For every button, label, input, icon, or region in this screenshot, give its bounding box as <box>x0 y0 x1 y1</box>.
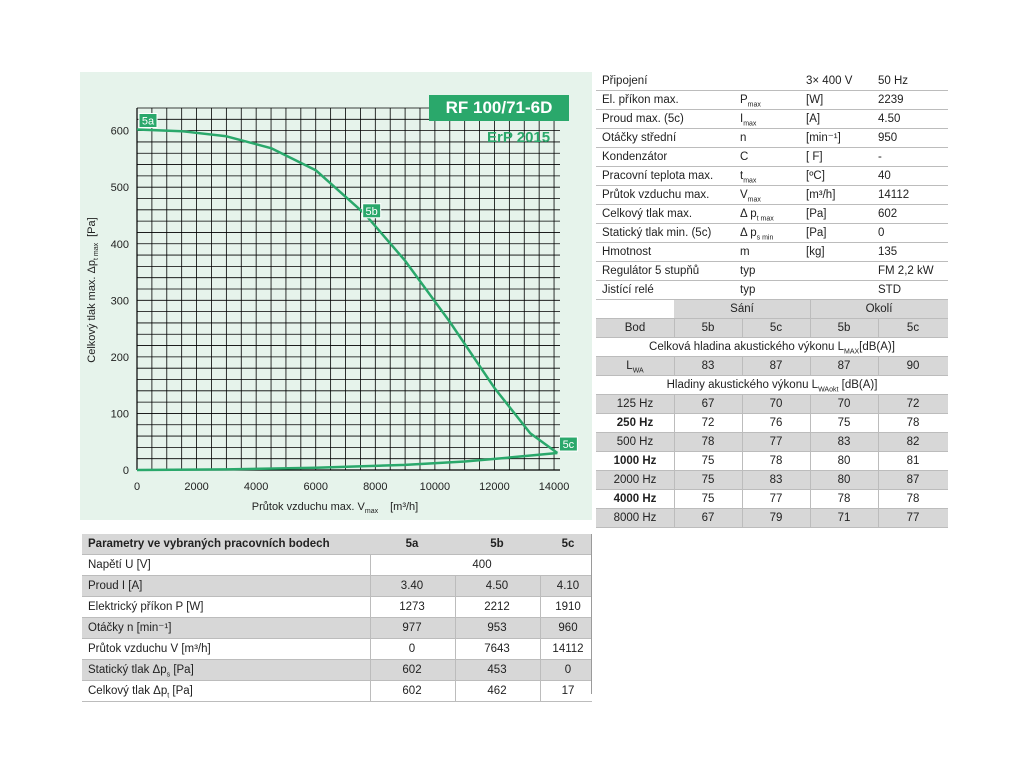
y-tick-label: 400 <box>110 238 129 251</box>
label-sub: t <box>167 692 170 700</box>
point-label-5b: 5b <box>365 205 378 218</box>
spec-name: Pracovní teplota max. <box>602 170 714 182</box>
band-cell: 78 <box>906 417 920 429</box>
band-cell: 72 <box>701 417 715 429</box>
band-cell: 77 <box>769 493 783 505</box>
params-header-label: Parametry ve vybraných pracovních bodech <box>88 538 330 550</box>
y-tick-label: 300 <box>110 295 129 308</box>
divider <box>455 639 456 659</box>
params-cell-5a: 602 <box>402 664 422 676</box>
divider <box>742 490 743 508</box>
divider <box>370 576 371 596</box>
spec-value: 4.50 <box>878 113 901 125</box>
divider <box>455 660 456 680</box>
divider <box>674 395 675 413</box>
params-row-label: Elektrický příkon P [W] <box>88 601 204 613</box>
params-table-edge <box>591 534 592 694</box>
spec-symbol: m <box>740 246 750 258</box>
divider <box>878 433 879 451</box>
divider <box>674 490 675 508</box>
params-header-row <box>82 534 592 555</box>
band-cell: 76 <box>769 417 783 429</box>
params-cell-5b: 4.50 <box>485 580 509 592</box>
caption-sub: MAX <box>844 348 860 356</box>
params-cell-5a: 977 <box>402 622 422 634</box>
params-cell-5c: 960 <box>558 622 578 634</box>
band-row <box>596 471 948 490</box>
divider <box>878 319 879 337</box>
bod-label: Bod <box>624 322 646 334</box>
params-row <box>82 681 592 702</box>
spec-row <box>596 243 948 262</box>
params-cell-5c: 14112 <box>552 643 584 655</box>
divider <box>810 509 811 527</box>
spec-value: 50 Hz <box>878 75 909 87</box>
acoustic-bod-row <box>596 319 948 338</box>
band-row <box>596 490 948 509</box>
band-cell: 77 <box>769 436 783 448</box>
spec-symbol-sub: max <box>743 177 757 185</box>
acoustic-table <box>596 300 948 528</box>
spec-name: Regulátor 5 stupňů <box>602 265 700 277</box>
band-cell: 80 <box>837 455 851 467</box>
band-cell: 82 <box>906 436 920 448</box>
lwa-cell: 90 <box>906 360 920 372</box>
group-header-suction: Sání <box>730 303 754 315</box>
divider <box>370 660 371 680</box>
spec-symbol-sub: max <box>743 120 757 128</box>
band-frequency: 4000 Hz <box>613 493 657 505</box>
spec-value: STD <box>878 284 901 296</box>
divider <box>540 660 541 680</box>
band-cell: 78 <box>906 493 920 505</box>
x-tick-label: 4000 <box>243 481 269 493</box>
spec-unit: 3× 400 V <box>806 75 853 87</box>
band-cell: 70 <box>837 398 851 410</box>
x-tick-label: 10000 <box>419 481 451 493</box>
x-tick-label: 12000 <box>479 481 510 493</box>
spec-unit: [kg] <box>806 246 825 258</box>
spec-row <box>596 186 948 205</box>
band-row <box>596 395 948 414</box>
spec-value: FM 2,2 kW <box>878 265 934 277</box>
divider <box>674 357 675 375</box>
spec-symbol: n <box>740 132 747 144</box>
divider <box>878 509 879 527</box>
band-row <box>596 414 948 433</box>
spec-name: Jistící relé <box>602 284 654 296</box>
params-row <box>82 618 592 639</box>
lwa-cell: 83 <box>701 360 715 372</box>
params-cell-5c: 17 <box>561 685 575 697</box>
band-frequency: 250 Hz <box>616 417 654 429</box>
spec-name: Připojení <box>602 75 648 87</box>
chart-title-badge: RF 100/71-6D <box>429 95 569 121</box>
divider <box>742 414 743 432</box>
spec-name: Průtok vzduchu max. <box>602 189 710 201</box>
params-row-label: Statický tlak $\Delta p_s$ [Pa] <box>88 664 194 679</box>
divider <box>540 618 541 638</box>
x-tick-label: 0 <box>133 481 141 493</box>
spec-name: Hmotnost <box>602 246 652 258</box>
band-cell: 67 <box>701 512 715 524</box>
lwa-label: $L_{WA}$ <box>626 360 644 375</box>
spec-value: 40 <box>878 170 891 182</box>
params-cell-5b: 453 <box>487 664 507 676</box>
divider <box>742 395 743 413</box>
params-row-label: Proud I [A] <box>88 580 143 592</box>
band-frequency: 1000 Hz <box>613 455 657 467</box>
params-row <box>82 660 592 681</box>
x-axis-label: Průtok vzduchu max. $V_{max}$ [m³/h] <box>251 501 419 515</box>
divider <box>674 414 675 432</box>
divider <box>810 395 811 413</box>
spec-value: - <box>878 151 882 163</box>
divider <box>540 576 541 596</box>
params-cell-5b: 462 <box>487 685 507 697</box>
band-frequency: 125 Hz <box>616 398 654 410</box>
divider <box>370 639 371 659</box>
divider <box>370 618 371 638</box>
spec-unit: [W] <box>806 94 824 106</box>
spec-table <box>596 72 948 300</box>
chart-subtitle: ErP 2015 <box>487 129 551 146</box>
spec-row <box>596 167 948 186</box>
x-tick-label: 14000 <box>538 481 570 493</box>
divider <box>878 414 879 432</box>
lwa-cell: 87 <box>769 360 783 372</box>
spec-row <box>596 110 948 129</box>
band-frequency: 500 Hz <box>616 436 654 448</box>
spec-symbol-sub: max <box>747 196 761 204</box>
divider <box>878 471 879 489</box>
bod-cell: 5b <box>701 322 715 334</box>
params-cell-5a: 3.40 <box>400 580 424 592</box>
spec-symbol: $I_{max}$ <box>740 113 757 128</box>
spec-row <box>596 224 948 243</box>
divider <box>878 357 879 375</box>
divider <box>674 452 675 470</box>
x-tick-label: 6000 <box>303 481 328 493</box>
band-cell: 79 <box>769 512 783 524</box>
divider <box>810 357 811 375</box>
divider <box>674 509 675 527</box>
spec-row <box>596 72 948 91</box>
total-level-caption-text: Celková hladina akustického výkonu $L_{MAX}[dB(A)]$ <box>649 341 895 356</box>
params-row <box>82 639 592 660</box>
divider <box>370 681 371 701</box>
band-cell: 87 <box>906 474 920 486</box>
spec-symbol: $V_{max}$ <box>740 189 761 204</box>
divider <box>810 433 811 451</box>
point-label-5c: 5c <box>562 439 575 452</box>
divider <box>810 471 811 489</box>
label-sub: s <box>166 671 171 679</box>
params-cell-5c: 0 <box>564 664 572 676</box>
group-header-ambient: Okolí <box>865 303 893 315</box>
point-label-5a: 5a <box>141 115 155 128</box>
params-merged-cell: 400 <box>472 559 492 571</box>
params-cell-5c: 1910 <box>555 601 581 613</box>
spec-symbol: Δ $p_{s min}$ <box>740 227 774 242</box>
divider <box>878 452 879 470</box>
params-header-5c: 5c <box>561 538 575 550</box>
divider <box>540 681 541 701</box>
band-level-caption <box>596 376 948 395</box>
y-tick-label: 200 <box>110 351 129 364</box>
params-row-label: Otáčky n [min⁻¹] <box>88 622 172 634</box>
band-cell: 78 <box>701 436 715 448</box>
params-row <box>82 555 592 576</box>
params-cell-5c: 4.10 <box>556 580 580 592</box>
spec-row <box>596 91 948 110</box>
params-cell-5b: 953 <box>487 622 507 634</box>
spec-unit: [ºC] <box>806 170 825 182</box>
band-cell: 78 <box>769 455 783 467</box>
divider <box>742 509 743 527</box>
params-cell-5a: 1273 <box>399 601 425 613</box>
params-cell-5a: 602 <box>402 685 422 697</box>
params-header-5b: 5b <box>490 538 504 550</box>
spec-row <box>596 205 948 224</box>
spec-symbol: C <box>740 151 749 163</box>
y-tick-label: 600 <box>110 125 129 138</box>
spec-value: 2239 <box>878 94 904 106</box>
divider <box>370 597 371 617</box>
params-header-5a: 5a <box>405 538 419 550</box>
spec-unit: [Pa] <box>806 208 827 220</box>
band-cell: 77 <box>906 512 920 524</box>
spec-name: Kondenzátor <box>602 151 668 163</box>
divider <box>742 471 743 489</box>
band-cell: 75 <box>837 417 851 429</box>
spec-symbol: typ <box>740 284 756 296</box>
spec-name: Statický tlak min. (5c) <box>602 227 712 239</box>
caption-sub: WAokt <box>818 386 839 394</box>
band-frequency: 2000 Hz <box>613 474 657 486</box>
spec-symbol-sub: max <box>747 101 761 109</box>
divider <box>878 395 879 413</box>
divider <box>674 471 675 489</box>
divider <box>674 433 675 451</box>
spec-symbol: Δ $p_{t max}$ <box>740 208 774 223</box>
band-row <box>596 452 948 471</box>
divider <box>742 452 743 470</box>
divider <box>455 681 456 701</box>
band-cell: 75 <box>701 474 715 486</box>
x-tick-label: 8000 <box>363 481 388 493</box>
divider <box>810 319 811 337</box>
divider <box>810 300 811 318</box>
spec-name: Proud max. (5c) <box>602 113 684 125</box>
spec-row <box>596 281 948 300</box>
x-tick-label: 2000 <box>184 481 209 493</box>
band-cell: 75 <box>701 493 715 505</box>
band-cell: 75 <box>701 455 715 467</box>
spec-value: 14112 <box>878 189 910 201</box>
y-tick-label: 0 <box>122 465 129 477</box>
bod-cell: 5c <box>769 322 783 334</box>
divider <box>455 597 456 617</box>
spec-symbol-sub: t max <box>756 215 774 223</box>
spec-value: 0 <box>878 227 885 239</box>
chart-grid <box>137 108 560 470</box>
spec-value: 135 <box>878 246 898 258</box>
spec-name: Celkový tlak max. <box>602 208 693 220</box>
spec-unit: [m³/h] <box>806 189 836 201</box>
band-cell: 78 <box>837 493 851 505</box>
divider <box>878 490 879 508</box>
params-row-label: Průtok vzduchu V [m³/h] <box>88 643 211 655</box>
bod-cell: 5b <box>837 322 851 334</box>
spec-unit: [min⁻¹] <box>806 132 841 144</box>
divider <box>674 319 675 337</box>
params-cell-5b: 2212 <box>484 601 510 613</box>
spec-value: 950 <box>878 132 898 144</box>
band-cell: 70 <box>769 398 783 410</box>
spec-row <box>596 129 948 148</box>
params-table <box>82 534 592 702</box>
band-frequency: 8000 Hz <box>613 512 657 524</box>
spec-symbol: typ <box>740 265 756 277</box>
divider <box>810 452 811 470</box>
lwa-sub: WA <box>632 367 644 375</box>
spec-unit: [ F] <box>806 151 823 163</box>
lwa-row <box>596 357 948 376</box>
band-cell: 67 <box>701 398 715 410</box>
band-cell: 72 <box>906 398 920 410</box>
divider <box>540 597 541 617</box>
y-tick-label: 500 <box>110 182 129 195</box>
params-cell-5a: 0 <box>408 643 416 655</box>
params-row <box>82 576 592 597</box>
divider <box>455 576 456 596</box>
spec-symbol: $t_{max}$ <box>740 170 757 185</box>
spec-name: Otáčky střední <box>602 132 677 144</box>
params-cell-5b: 7643 <box>484 643 510 655</box>
divider <box>370 555 371 575</box>
params-row-label: Celkový tlak $\Delta p_t$ [Pa] <box>88 685 193 700</box>
spec-row <box>596 262 948 281</box>
divider <box>455 618 456 638</box>
band-level-caption-text: Hladiny akustického výkonu $L_{WAokt}$ [dB(A)] <box>666 379 878 394</box>
band-row <box>596 509 948 528</box>
band-cell: 80 <box>837 474 851 486</box>
y-tick-label: 100 <box>110 408 129 421</box>
divider <box>742 433 743 451</box>
fan-curve-chart <box>0 0 600 525</box>
divider <box>810 490 811 508</box>
spec-unit: [A] <box>806 113 821 125</box>
divider <box>742 357 743 375</box>
divider <box>540 639 541 659</box>
spec-symbol-sub: s min <box>756 234 774 242</box>
band-cell: 83 <box>769 474 783 486</box>
spec-value: 602 <box>878 208 898 220</box>
y-axis-label: Celkový tlak max. $\Delta p_{t max}[Pa]$ <box>86 217 100 363</box>
acoustic-group-header <box>596 300 948 319</box>
total-level-caption <box>596 338 948 357</box>
spec-row <box>596 148 948 167</box>
band-row <box>596 433 948 452</box>
params-row-label: Napětí U [V] <box>88 559 151 571</box>
band-cell: 83 <box>837 436 851 448</box>
params-row <box>82 597 592 618</box>
divider <box>742 319 743 337</box>
spec-symbol: $P_{max}$ <box>740 94 761 109</box>
bod-cell: 5c <box>906 322 920 334</box>
spec-unit: [Pa] <box>806 227 827 239</box>
band-cell: 81 <box>906 455 920 467</box>
lwa-cell: 87 <box>837 360 851 372</box>
divider <box>810 414 811 432</box>
band-cell: 71 <box>837 512 851 524</box>
spec-name: El. příkon max. <box>602 94 679 106</box>
